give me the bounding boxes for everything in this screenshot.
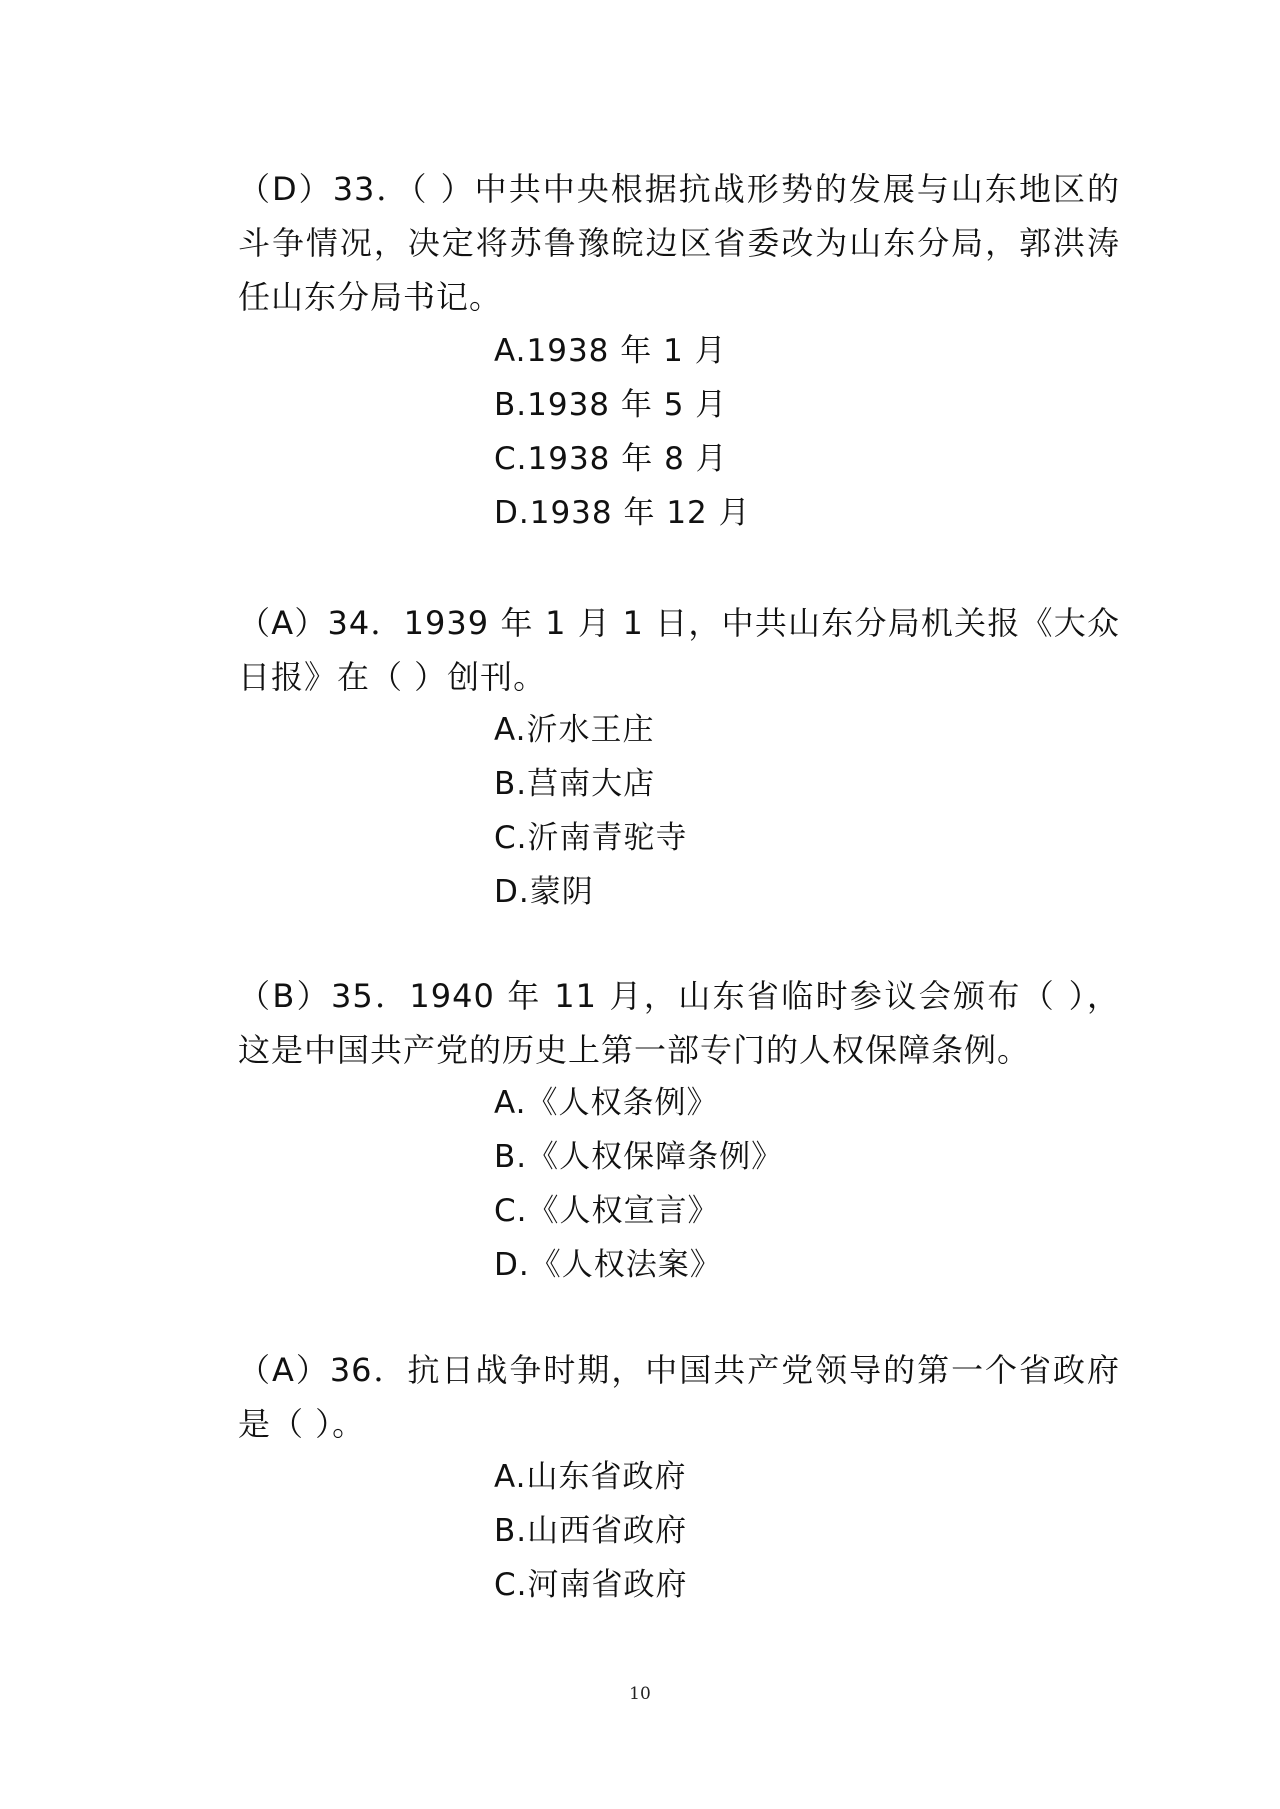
option-c: C.《人权宣言》	[494, 1193, 720, 1229]
option-c: C.1938 年 8 月	[494, 441, 728, 477]
option-a: A.《人权条例》	[494, 1085, 719, 1121]
question-34-options	[494, 703, 1114, 919]
question-34-stem: （A）34．1939 年 1 月 1 日，中共山东分局机关报《大众日报》在（ ）创刊。	[238, 604, 1120, 696]
page-number: 10	[629, 1684, 651, 1704]
option-b: B.莒南大店	[494, 766, 656, 802]
option-a: A.1938 年 1 月	[494, 333, 727, 369]
option-b: B.1938 年 5 月	[494, 387, 728, 423]
question-35-stem: （B）35．1940 年 11 月，山东省临时参议会颁布（ ），这是中国共产党的历史上第一部专门的人权保障条例。	[238, 977, 1120, 1069]
option-d: D.《人权法案》	[494, 1247, 722, 1283]
option-c: C.河南省政府	[494, 1567, 688, 1603]
option-d: D.蒙阴	[494, 874, 594, 910]
option-a: A.山东省政府	[494, 1459, 687, 1495]
option-b: B.《人权保障条例》	[494, 1139, 784, 1175]
question-33-stem: （D）33．（ ）中共中央根据抗战形势的发展与山东地区的斗争情况，决定将苏鲁豫皖边区省委改为山东分局，郭洪涛任山东分局书记。	[238, 170, 1120, 316]
question-36-stem: （A）36．抗日战争时期，中国共产党领导的第一个省政府是（ ）。	[238, 1351, 1120, 1443]
option-c: C.沂南青驼寺	[494, 820, 688, 856]
option-d: D.1938 年 12 月	[494, 495, 751, 531]
option-b: B.山西省政府	[494, 1513, 688, 1549]
option-a: A.沂水王庄	[494, 712, 655, 748]
question-33-options	[494, 324, 1114, 540]
question-36-options	[494, 1450, 1114, 1612]
question-35-options	[494, 1076, 1114, 1292]
